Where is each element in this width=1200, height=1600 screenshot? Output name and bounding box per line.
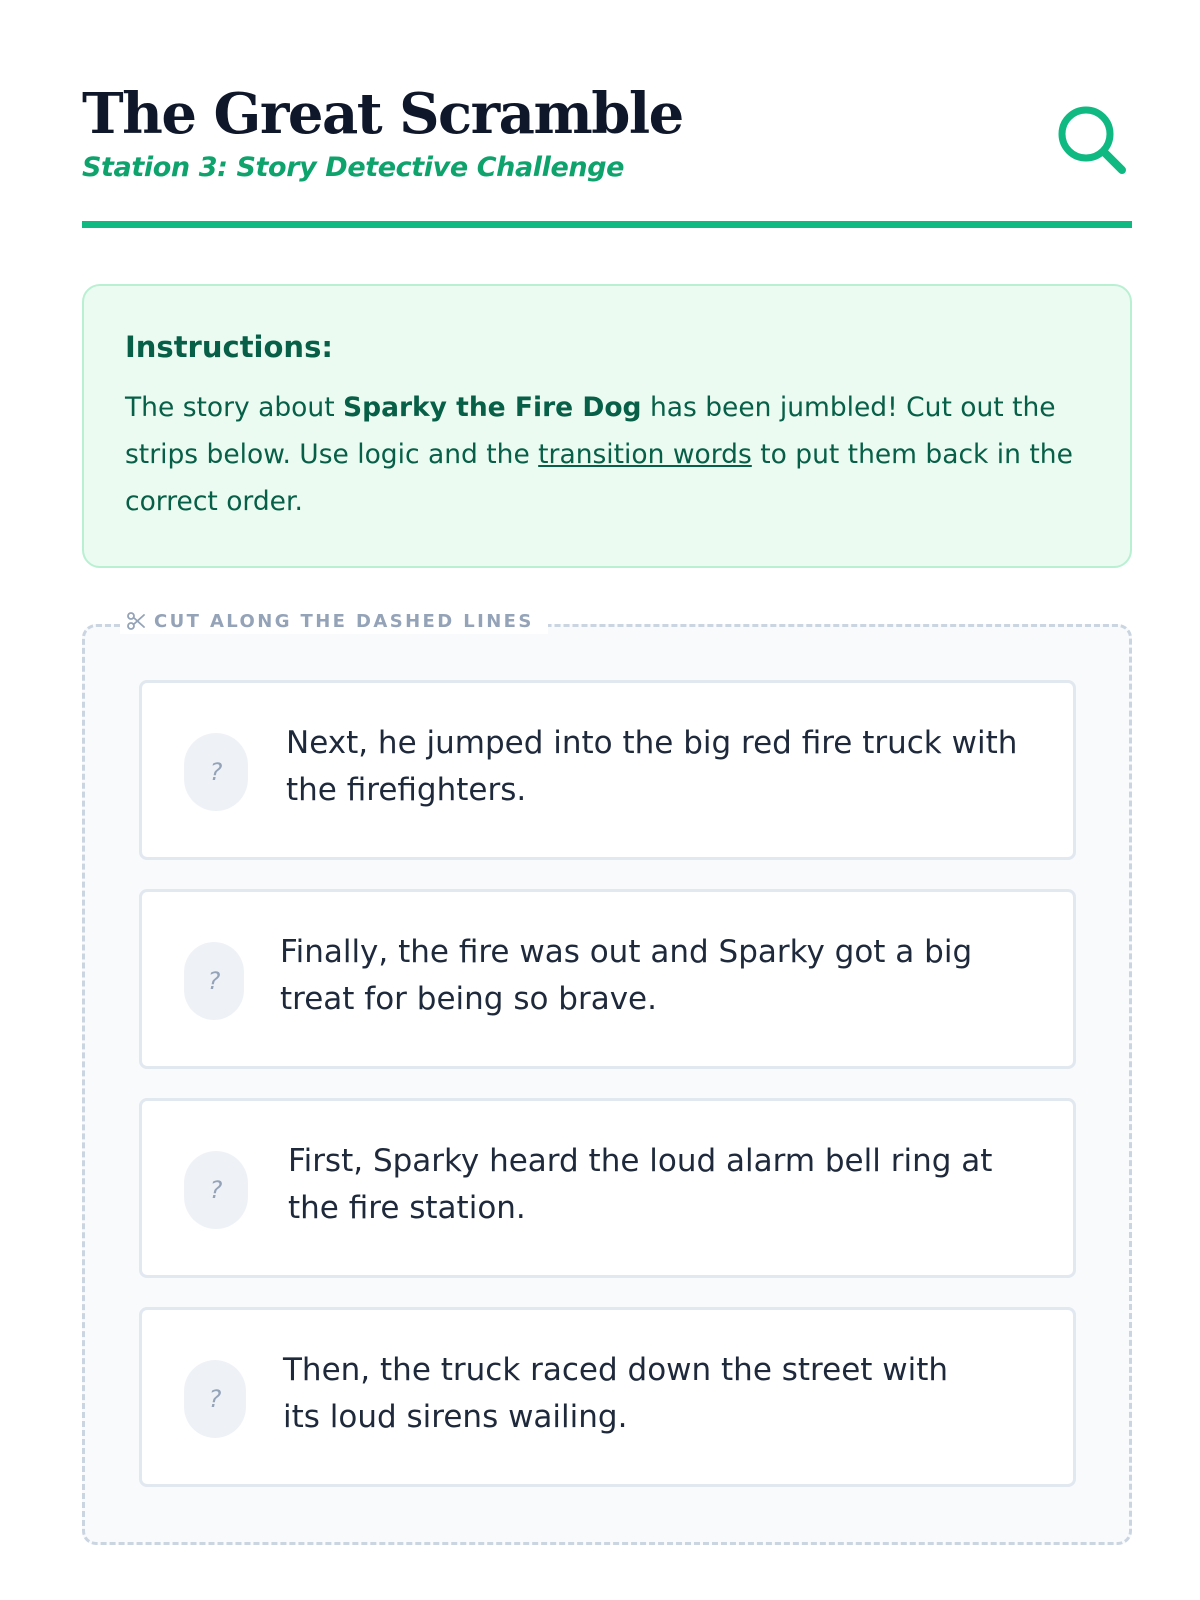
strip-text: First, Sparky heard the loud alarm bell ring at the fire station.	[288, 1143, 993, 1226]
instructions-text	[125, 384, 1090, 525]
order-badge[interactable]: ?	[184, 733, 248, 811]
instructions-box	[82, 284, 1132, 568]
strip-text: Then, the truck raced down the street with its loud sirens wailing.	[283, 1352, 949, 1435]
order-badge[interactable]: ?	[184, 942, 244, 1020]
order-badge[interactable]: ?	[184, 1151, 248, 1229]
story-strip[interactable]	[139, 680, 1076, 860]
story-strip[interactable]	[139, 889, 1076, 1069]
instructions-text-part: to put them back in the correct order.	[125, 439, 1073, 517]
instructions-heading: Instructions:	[125, 330, 333, 364]
strip-text: Finally, the fire was out and Sparky got a big treat for being so brave.	[280, 934, 973, 1017]
scissors-icon	[126, 611, 146, 631]
instructions-text-part: The story about	[125, 392, 344, 423]
cut-label-text: CUT ALONG THE DASHED LINES	[154, 610, 534, 632]
page-header	[82, 80, 1132, 228]
strip-text: Next, he jumped into the big red fire truck with the firefighters.	[286, 725, 1018, 808]
page-title: The Great Scramble	[82, 81, 683, 147]
order-badge[interactable]: ?	[184, 1360, 246, 1438]
instructions-text-part: has been jumbled! Cut out the strips below. Use logic and the	[125, 392, 1056, 470]
transition-words-term: transition words	[538, 439, 752, 470]
story-title: Sparky the Fire Dog	[343, 392, 642, 423]
page-subtitle: Station 3: Story Detective Challenge	[82, 152, 625, 183]
story-strip[interactable]	[139, 1307, 1076, 1487]
story-strip[interactable]	[139, 1098, 1076, 1278]
search-icon	[1056, 104, 1128, 176]
cut-label	[120, 608, 548, 634]
